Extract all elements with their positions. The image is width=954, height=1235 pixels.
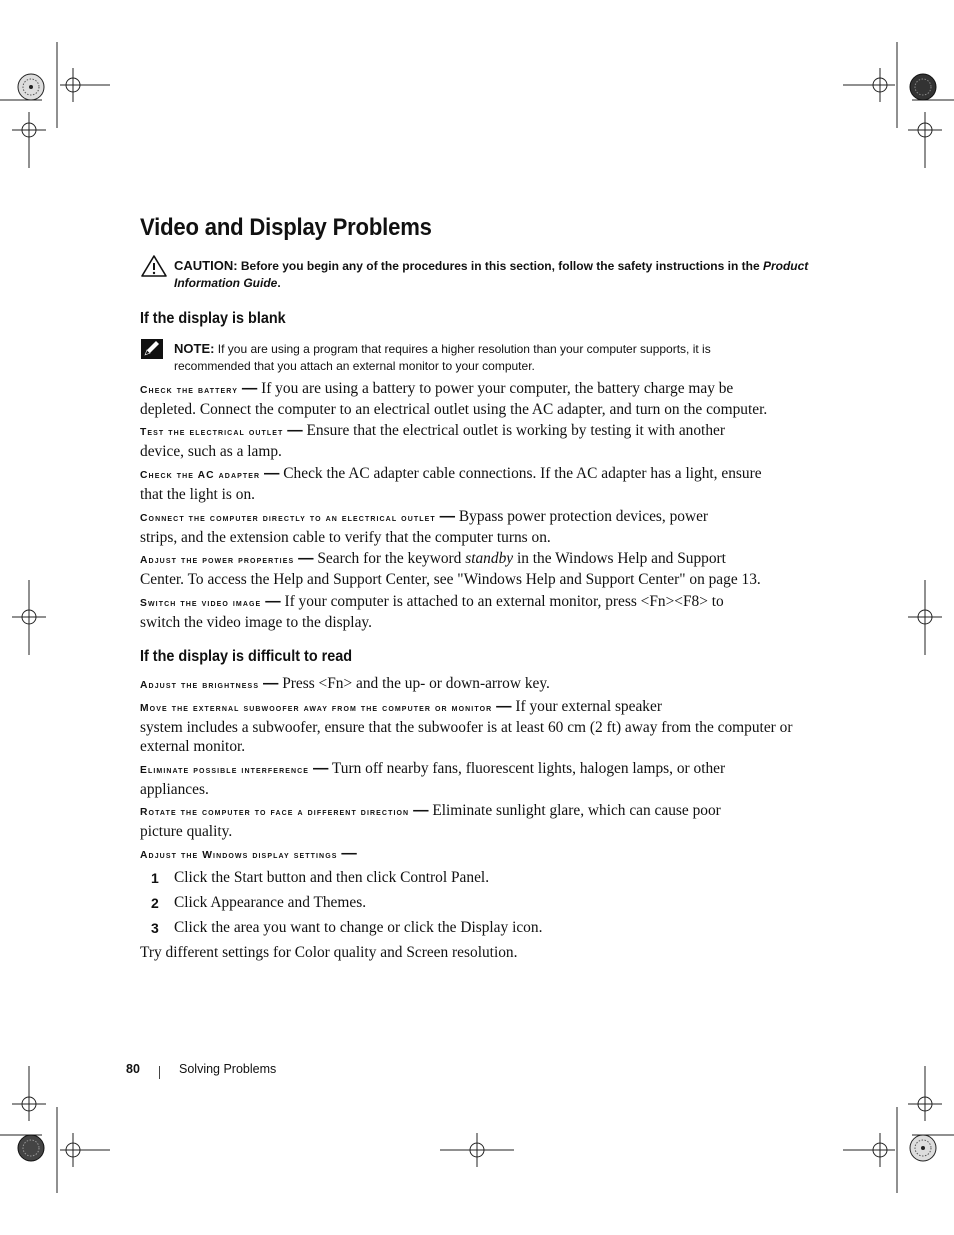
item-label: Switch the video image bbox=[140, 598, 262, 609]
crosshair-mark-left-lower bbox=[12, 1066, 46, 1121]
color-quality-ui-label: Color quality bbox=[294, 944, 377, 961]
caution-label: CAUTION: bbox=[174, 258, 238, 273]
crosshair-mark-top-left bbox=[60, 68, 110, 102]
rosette-mark-bottom-right bbox=[910, 1135, 936, 1161]
footer-divider bbox=[159, 1066, 160, 1079]
note-label: NOTE: bbox=[174, 341, 215, 356]
item-label: Eliminate possible interference bbox=[140, 765, 310, 776]
crosshair-mark-left-upper bbox=[12, 112, 46, 168]
caution-guide-title-1: Product bbox=[762, 259, 809, 273]
crosshair-mark-left-middle bbox=[12, 580, 46, 655]
caution-text: CAUTION: Before you begin any of the procedures in this section, follow the safety instructions in the Product Information Guide. bbox=[174, 258, 809, 290]
crosshair-mark-right-lower bbox=[908, 1066, 942, 1121]
rosette-mark-top-left bbox=[18, 74, 44, 100]
item-power-properties: Adjust the power properties — Search for the keyword standby in the Windows Help and Support Center. To access the Help and Support Center, see "Windows Help and Support Center" on page 13. bbox=[140, 550, 761, 588]
item-brightness: Adjust the brightness — Press <Fn> and the up- or down-arrow key. bbox=[140, 675, 550, 692]
item-rotate: Rotate the computer to face a different direction — Eliminate sunlight glare, which can cause poor picture quality. bbox=[140, 802, 721, 840]
item-check-battery: Check the battery — If you are using a battery to power your computer, the battery charge may be depleted. Connect the computer to an electrical outlet using the AC adapter, and turn on the computer. bbox=[140, 380, 768, 418]
item-label: Connect the computer directly to an electrical outlet bbox=[140, 513, 436, 524]
item-label: Check the AC adapter bbox=[140, 470, 261, 481]
closing-paragraph: Try different settings for Color quality and Screen resolution. bbox=[140, 944, 518, 961]
crosshair-mark-bottom-left bbox=[60, 1133, 110, 1167]
step-number: 1 bbox=[151, 870, 159, 886]
caution-guide-title-2: Information Guide bbox=[174, 276, 278, 290]
section-title-read: If the display is difficult to read bbox=[140, 648, 353, 665]
section-title-blank: If the display is blank bbox=[140, 310, 286, 327]
crosshair-mark-right-upper bbox=[908, 112, 942, 168]
item-label: Adjust the brightness bbox=[140, 680, 260, 691]
appearance-themes-ui-label: Appearance and Themes bbox=[210, 894, 363, 911]
crosshair-mark-bottom-right bbox=[843, 1133, 895, 1167]
item-label: Check the battery bbox=[140, 385, 238, 396]
page-footer bbox=[126, 1062, 277, 1076]
pencil-note-icon bbox=[140, 338, 164, 360]
item-label: Rotate the computer to face a different direction bbox=[140, 807, 410, 818]
crosshair-mark-right-middle bbox=[908, 580, 942, 655]
page-title: Video and Display Problems bbox=[140, 214, 432, 241]
item-subwoofer: Move the external subwoofer away from the computer or monitor — If your external speaker system includes a subwoofer, ensure that the subwoofer is at least 60 cm (2 ft) away from the computer or external monitor. bbox=[140, 698, 793, 755]
rosette-mark-top-right bbox=[910, 74, 936, 100]
footer-section-name: Solving Problems bbox=[179, 1062, 277, 1076]
step-number: 3 bbox=[151, 920, 159, 936]
item-label: Adjust the power properties bbox=[140, 555, 295, 566]
item-interference: Eliminate possible interference — Turn off nearby fans, fluorescent lights, halogen lamps, or other appliances. bbox=[140, 760, 726, 798]
item-check-ac-adapter: Check the AC adapter — Check the AC adapter cable connections. If the AC adapter has a light, ensure that the light is on. bbox=[140, 465, 762, 503]
step-number: 2 bbox=[151, 895, 159, 911]
item-switch-video: Switch the video image — If your computer is attached to an external monitor, press <Fn><F8> to switch the video image to the display. bbox=[140, 593, 724, 631]
item-label: Move the external subwoofer away from the computer or monitor bbox=[140, 703, 493, 714]
note-text: NOTE: If you are using a program that requires a higher resolution than your computer supports, it is recommended that you attach an external monitor to your computer. bbox=[174, 341, 711, 373]
screen-resolution-ui-label: Screen resolution bbox=[406, 944, 514, 961]
item-connect-directly: Connect the computer directly to an electrical outlet — Bypass power protection devices, power strips, and the extension cable to verify that the computer turns on. bbox=[140, 508, 709, 546]
start-ui-label: Start bbox=[233, 869, 263, 886]
item-label: Test the electrical outlet bbox=[140, 427, 284, 438]
rosette-mark-bottom-left bbox=[18, 1135, 44, 1161]
keyword-standby: standby bbox=[465, 550, 514, 567]
page-number: 80 bbox=[126, 1062, 140, 1076]
crosshair-mark-bottom-center bbox=[440, 1133, 514, 1167]
crosshair-mark-top-right bbox=[843, 68, 895, 102]
warning-triangle-icon bbox=[140, 254, 168, 278]
caution-body: Before you begin any of the procedures in this section, follow the safety instructions in the bbox=[240, 259, 763, 273]
control-panel-ui-label: Control Panel bbox=[400, 869, 486, 886]
display-ui-label: Display bbox=[460, 919, 509, 936]
item-label: Adjust the Windows display settings bbox=[140, 850, 338, 861]
item-windows-display-settings: Adjust the Windows display settings — bbox=[140, 845, 357, 862]
item-test-outlet: Test the electrical outlet — Ensure that the electrical outlet is working by testing it with another device, such as a lamp. bbox=[140, 422, 725, 460]
